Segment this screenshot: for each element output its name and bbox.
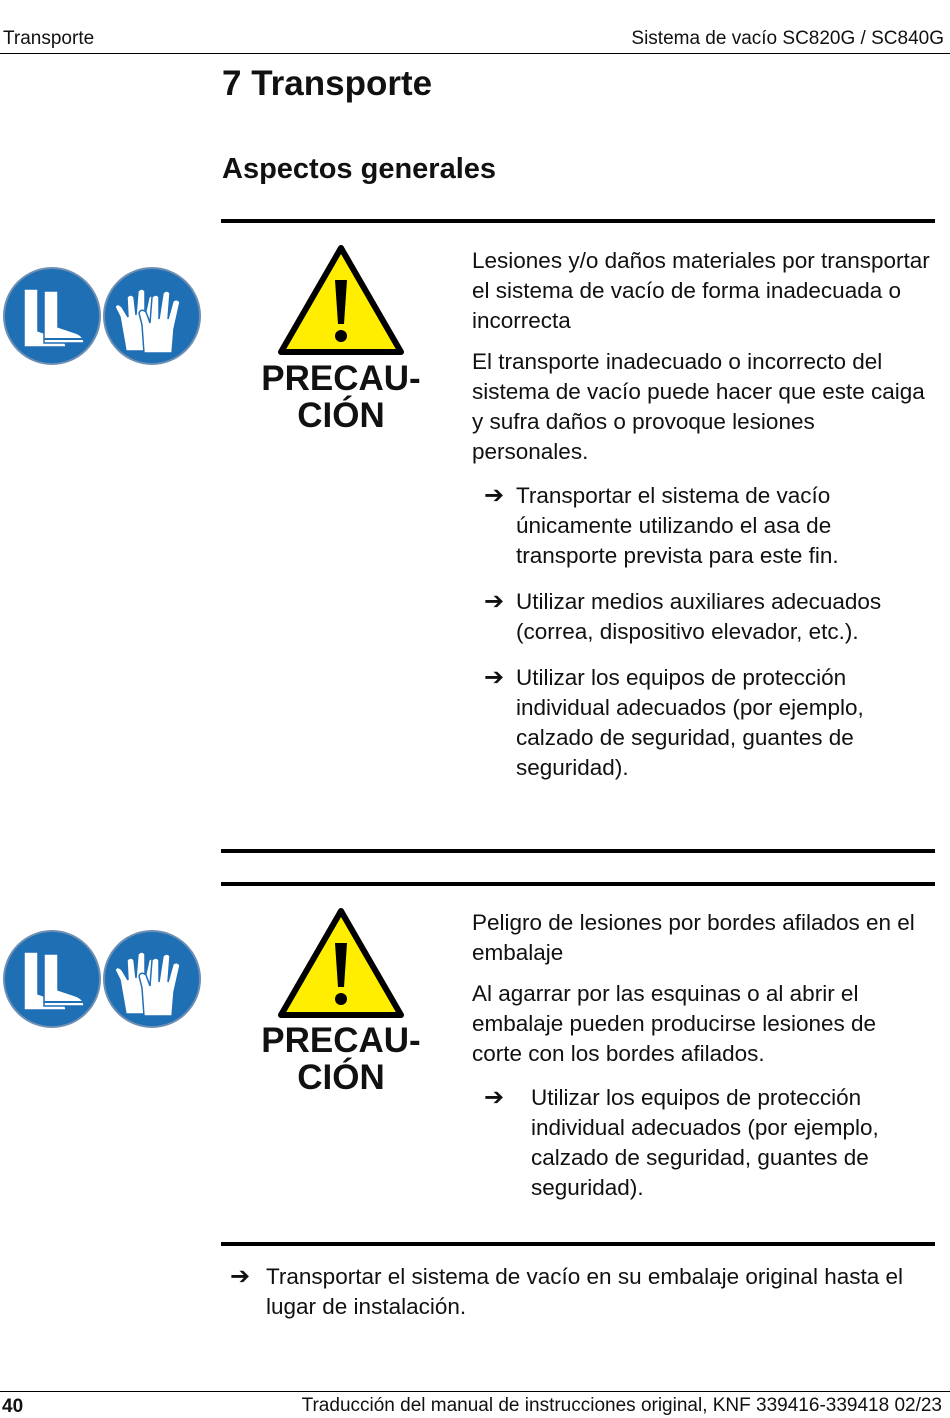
warning-1-signal-word-line1: PRECAU-	[261, 359, 421, 398]
warning-1-step	[472, 587, 932, 647]
warning-1-top-rule	[221, 219, 935, 223]
warning-2-signal-word-line2: CIÓN	[297, 1058, 385, 1097]
warning-2-step-1-text: Utilizar los equipos de protección individual adecuados (por ejemplo, calzado de seguridad, guantes de seguridad).	[531, 1085, 879, 1200]
warning-2-body: Al agarrar por las esquinas o al abrir el embalaje pueden producirse lesiones de corte con los bordes afilados.	[472, 981, 877, 1066]
warning-1-step	[472, 663, 932, 783]
warning-2-ppe-icons	[2, 930, 202, 1030]
final-instruction	[230, 1262, 930, 1322]
warning-1-step-1-text: Transportar el sistema de vacío únicamente utilizando el asa de transporte prevista para este fin.	[516, 483, 839, 568]
safety-boots-icon	[4, 931, 100, 1027]
footer-divider	[0, 1391, 950, 1392]
warning-1-title: Lesiones y/o daños materiales por transportar el sistema de vacío de forma inadecuada o incorrecta	[472, 248, 930, 333]
arrow-right-icon: ➔	[484, 482, 505, 509]
warning-1-signal-word-line2: CIÓN	[297, 396, 385, 435]
header-product-name: Sistema de vacío SC820G / SC840G	[631, 28, 944, 49]
warning-2-signal-word	[241, 1022, 441, 1096]
warning-1-text	[472, 246, 932, 799]
warning-1-step-3-text: Utilizar los equipos de protección individual adecuados (por ejemplo, calzado de seguridad, guantes de seguridad).	[516, 665, 864, 780]
arrow-right-icon: ➔	[230, 1263, 251, 1290]
warning-1-ppe-icons	[2, 267, 202, 367]
safety-gloves-icon	[104, 268, 200, 364]
warning-2-top-rule	[221, 882, 935, 886]
section-title: Aspectos generales	[222, 153, 497, 185]
chapter-title: 7 Transporte	[222, 64, 433, 103]
header-section-name: Transporte	[3, 28, 95, 49]
warning-1-step-2-text: Utilizar medios auxiliares adecuados (correa, dispositivo elevador, etc.).	[516, 589, 882, 644]
safety-boots-icon	[4, 268, 100, 364]
final-instruction-text: Transportar el sistema de vacío en su embalaje original hasta el lugar de instalación.	[266, 1264, 903, 1319]
warning-1-bottom-rule	[221, 849, 935, 853]
warning-2-text	[472, 908, 932, 1219]
page-number: 40	[2, 1396, 24, 1417]
warning-1-body: El transporte inadecuado o incorrecto del sistema de vacío puede hacer que este caiga y sufra daños o provoque lesiones personales.	[472, 349, 925, 464]
warning-1-signal-word	[241, 360, 441, 434]
warning-2-title: Peligro de lesiones por bordes afilados en el embalaje	[472, 910, 915, 965]
warning-triangle-icon	[277, 907, 405, 1024]
arrow-right-icon: ➔	[484, 664, 505, 691]
footer-text: Traducción del manual de instrucciones original, KNF 339416-339418 02/23	[301, 1395, 942, 1416]
warning-2-step	[472, 1083, 932, 1203]
warning-triangle-icon	[277, 244, 405, 361]
warning-1-step	[472, 481, 932, 571]
arrow-right-icon: ➔	[484, 1084, 505, 1111]
header-divider	[0, 53, 950, 54]
warning-2-bottom-rule	[221, 1242, 935, 1246]
safety-gloves-icon	[104, 931, 200, 1027]
warning-2-signal-word-line1: PRECAU-	[261, 1021, 421, 1060]
arrow-right-icon: ➔	[484, 588, 505, 615]
